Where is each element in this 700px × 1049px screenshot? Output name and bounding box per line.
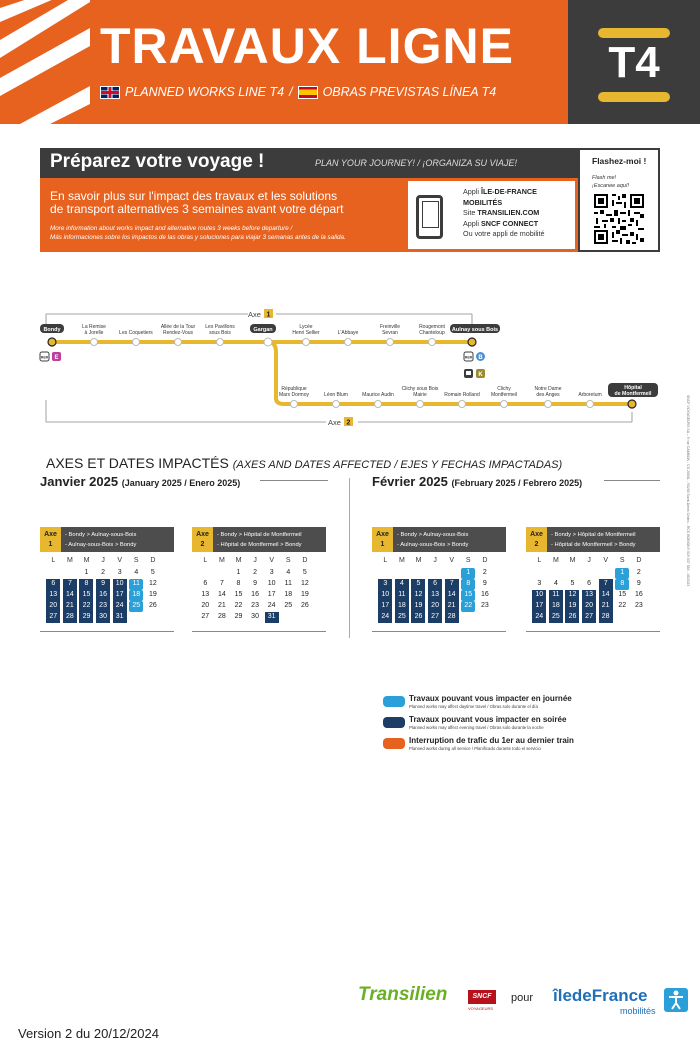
weekday-header: V: [603, 557, 608, 564]
line-bar-bottom: [598, 92, 670, 102]
station-maurice-audin[interactable]: Maurice Audin: [362, 392, 394, 398]
calendar-day: 26: [148, 602, 157, 609]
station-gargan[interactable]: Gargan: [253, 327, 273, 333]
legend-swatch-interruption: [383, 738, 405, 749]
prepare-text-line-1: En savoir plus sur l'impact des travaux et les solutions: [50, 189, 338, 203]
train-k-badge: K: [478, 372, 483, 378]
calendar-day: 11: [549, 590, 563, 601]
svg-text:Marx Dormoy: Marx Dormoy: [278, 392, 310, 398]
station-labbaye[interactable]: L'Abbaye: [337, 330, 359, 336]
prepare-title: Préparez votre voyage !: [50, 151, 265, 172]
calendar-jan-axe1: Axe 1 - Bondy > Aulnay-sous-Bois - Aulnay-sous-Bois > Bondy L M M J V S D 1 2 3 4 5 6 7 8 9 10 11 12 13 14 15 16 17 18 19 20 21 22 23 24 25 26 27 28 29 30 31: [40, 527, 174, 623]
month-january-rule: [260, 480, 328, 481]
svg-text:de Montfermeil: de Montfermeil: [614, 391, 652, 397]
legend-swatch-evening: [383, 717, 405, 728]
station-leon-blum[interactable]: Léon Blum: [324, 392, 348, 398]
calendar-day: 7: [219, 580, 224, 587]
station-aulnay[interactable]: Aulnay sous Bois: [451, 327, 499, 333]
calendar-day: 4: [134, 569, 139, 576]
calendar-day: 28: [63, 612, 77, 623]
empty-day: [532, 568, 546, 579]
line-map-svg: [0, 300, 700, 440]
calendar-day: 2: [636, 569, 641, 576]
weekday-header: L: [537, 557, 542, 564]
calendar-day: 19: [411, 601, 425, 612]
weekday-header: J: [587, 557, 591, 564]
calendar-day: 6: [46, 579, 60, 590]
svg-text:République: République: [281, 386, 307, 392]
calendar-day: 22: [79, 601, 93, 612]
calendar-day: 27: [201, 613, 210, 620]
station-arboretum[interactable]: Arboretum: [578, 392, 602, 398]
svg-text:Mairie: Mairie: [413, 392, 427, 398]
empty-day: [445, 568, 459, 579]
calendar-day: 23: [251, 602, 259, 609]
calendar-day: 9: [636, 580, 641, 587]
prepare-header: [40, 148, 578, 178]
svg-text:Hôpital: Hôpital: [624, 385, 642, 391]
prepare-body: [40, 178, 578, 252]
qr-subtitle: Flash me! ¡Escanee aquí!: [592, 175, 629, 189]
calendar-day: 4: [395, 579, 409, 590]
qr-code-icon[interactable]: [594, 194, 644, 244]
empty-day: [582, 568, 596, 579]
axe2-label: Axe: [328, 418, 341, 427]
calendar-day: 17: [267, 591, 276, 598]
uk-flag-icon: [100, 86, 120, 99]
prepare-small-text: [50, 224, 405, 242]
svg-text:sous Bois: sous Bois: [209, 330, 231, 336]
calendar-day: 5: [302, 569, 307, 576]
calendar-day: 3: [537, 580, 542, 587]
calendar-day: 7: [63, 579, 77, 590]
empty-day: [549, 568, 563, 579]
weekday-header: V: [117, 557, 122, 564]
calendar-day: 27: [428, 612, 442, 623]
calendar-day: 20: [201, 602, 210, 609]
hazard-stripes: [0, 0, 90, 124]
calendar-day: 16: [634, 591, 643, 598]
idf-mobilites-sub: mobilités: [620, 1006, 656, 1016]
svg-text:Sevran: Sevran: [382, 330, 398, 336]
calendar-day: 1: [615, 568, 629, 579]
empty-day: [428, 568, 442, 579]
calendar-day: 4: [553, 580, 558, 587]
legend-daytime: Travaux pouvant vous impacter en journée Planned works may affect daytime travel / Obras solo durante el día: [383, 694, 623, 715]
calendar-day: 14: [445, 590, 459, 601]
calendar-day: 25: [284, 602, 293, 609]
calendar-day: 15: [461, 590, 475, 601]
weekday-header: V: [449, 557, 454, 564]
calendar-day: 13: [428, 590, 442, 601]
svg-text:Lycée: Lycée: [299, 324, 313, 330]
qr-panel: [578, 148, 660, 252]
calendar-day: 11: [395, 590, 409, 601]
prepare-small-line-1: More information about works impact and alternative routes 3 weeks before departure /: [50, 225, 293, 232]
axes-title: [46, 455, 562, 471]
calendar-day: 17: [113, 590, 127, 601]
svg-text:RER: RER: [464, 355, 473, 360]
calendar-day: 10: [267, 580, 276, 587]
weekday-header: L: [383, 557, 388, 564]
weekday-header: J: [101, 557, 105, 564]
calendar-day: 15: [79, 590, 93, 601]
calendar-day: 29: [79, 612, 93, 623]
calendar-day: 27: [46, 612, 60, 623]
station-romain-rolland[interactable]: Romain Rolland: [444, 392, 480, 398]
month-january: Janvier 2025 (January 2025 / Enero 2025): [40, 474, 241, 489]
prepare-small-line-2: Más informaciones sobre los impactos de las obras y soluciones para viajar 3 semanas antes de la salida.: [50, 234, 346, 241]
svg-text:RER: RER: [40, 355, 49, 360]
calendar-day: 5: [411, 579, 425, 590]
calendar-day: 31: [113, 612, 127, 623]
calendar-day: 1: [84, 569, 89, 576]
month-february: Février 2025 (February 2025 / Febrero 2025): [372, 474, 583, 489]
calendar-day: 21: [445, 601, 459, 612]
app-idfm[interactable]: ÎLE-DE-FRANCE: [480, 187, 537, 196]
calendar-day: 7: [445, 579, 459, 590]
empty-day: [198, 568, 212, 579]
axe1-label: Axe: [248, 310, 261, 319]
weekday-header: M: [398, 557, 405, 564]
subtitle-es: OBRAS PREVISTAS LÍNEA T4: [322, 85, 497, 99]
pour-text: pour: [511, 992, 534, 1004]
calendar-day: 3: [269, 569, 274, 576]
weekday-header: S: [619, 557, 625, 564]
apps-panel: [408, 181, 575, 249]
calendar-day: 18: [129, 590, 143, 601]
empty-day: [63, 568, 77, 579]
calendar-day: 26: [565, 612, 579, 623]
calendar-day: 9: [482, 580, 487, 587]
calendar-day: 6: [203, 580, 208, 587]
calendar-day: 16: [96, 590, 110, 601]
weekday-header: J: [253, 557, 257, 564]
calendar-day: 8: [79, 579, 93, 590]
calendar-day: 3: [117, 569, 122, 576]
prepare-tagline: PLAN YOUR JOURNEY! / ¡ORGANIZA SU VIAJE!: [315, 158, 518, 168]
footer-logos: [358, 980, 693, 1020]
weekday-header: M: [66, 557, 73, 564]
calendar-day: 22: [461, 601, 475, 612]
spain-flag-icon: [298, 86, 318, 99]
svg-text:La Remise: La Remise: [82, 324, 106, 330]
calendar-day: 24: [378, 612, 392, 623]
calendar-day: 13: [46, 590, 60, 601]
calendar-day: 13: [582, 590, 596, 601]
sncf-logo: SNCF: [468, 990, 496, 1004]
calendar-day: 6: [587, 580, 592, 587]
line-bar-top: [598, 28, 670, 38]
calendar-day: 9: [253, 580, 258, 587]
weekday-header: L: [203, 557, 208, 564]
calendar-day: 21: [599, 601, 613, 612]
calendar-feb-axe1: Axe 1 - Bondy > Aulnay-sous-Bois - Aulnay-sous-Bois > Bondy L M M J V S D 1 2 3 4 5 6 7 8 9 10 11 12 13 14 15 16 17 18 19 20 21 22 23 24 25 26 27 28: [372, 527, 506, 623]
calendar-day: 27: [582, 612, 596, 623]
calendar-day: 8: [236, 580, 241, 587]
weekday-header: M: [83, 557, 90, 564]
svg-text:Henri Sellier: Henri Sellier: [292, 330, 320, 336]
other-app-text: Ou votre appli de mobilité: [463, 229, 545, 238]
month-february-rule: [604, 480, 660, 481]
weekday-header: D: [302, 557, 308, 564]
header-banner: [0, 0, 700, 124]
calendar-day: 14: [599, 590, 613, 601]
empty-day: [395, 568, 409, 579]
calendar-day: 15: [234, 591, 243, 598]
calendar-jan-axe2: Axe 2 - Bondy > Hôpital de Montfermeil - Hôpital de Montfermeil > Bondy L M M J V S D 1 2 3 4 5 6 7 8 9 10 11 12 13 14 15 16 17 18 19 20 21 22 23 24 25 26 27 28 29 30 31: [192, 527, 326, 623]
legend-interruption: Interruption de trafic du 1er au dernier train Planned works during all service / Planificado durante todo el servicio: [383, 736, 623, 757]
calendar-day: 30: [96, 612, 110, 623]
weekday-header: D: [636, 557, 642, 564]
weekday-header: D: [150, 557, 156, 564]
calendar-day: 15: [618, 591, 627, 598]
calendar-day: 12: [148, 580, 157, 587]
calendar-day: 21: [63, 601, 77, 612]
calendar-day: 24: [113, 601, 127, 612]
axe2-number: 2: [346, 419, 351, 427]
calendar-day: 18: [395, 601, 409, 612]
calendar-day: 10: [113, 579, 127, 590]
sncf-voyageurs: VOYAGEURS: [468, 1006, 494, 1011]
version-text: Version 2 du 20/12/2024: [18, 1026, 159, 1041]
calendar-day: 30: [251, 613, 259, 620]
calendar-day: 19: [148, 591, 157, 598]
calendar-day: 22: [618, 602, 627, 609]
calendar-day: 29: [234, 613, 243, 620]
calendar-day: 10: [378, 590, 392, 601]
smartphone-icon: [416, 195, 443, 239]
empty-day: [599, 568, 613, 579]
calendar-day: 3: [378, 579, 392, 590]
prepare-journey-box: [40, 148, 578, 252]
calendar-day: 1: [236, 569, 241, 576]
calendar-day: 12: [565, 590, 579, 601]
subtitle-en: PLANNED WORKS LINE T4: [125, 85, 285, 99]
calendar-day: 19: [565, 601, 579, 612]
empty-day: [565, 568, 579, 579]
svg-text:Clichy sous Bois: Clichy sous Bois: [401, 386, 439, 392]
rer-b-badge: B: [478, 355, 483, 361]
header-subtitle: [100, 85, 496, 99]
calendar-day: 8: [615, 579, 629, 590]
legend-swatch-day: [383, 696, 405, 707]
calendar-day: 2: [101, 569, 106, 576]
subtitle-separator: /: [289, 85, 293, 99]
qr-title: Flashez-moi !: [592, 156, 647, 166]
svg-text:à Jorelle: à Jorelle: [84, 330, 104, 336]
calendar-day: 6: [428, 579, 442, 590]
calendar-day: 25: [395, 612, 409, 623]
calendar-day: 17: [378, 601, 392, 612]
calendar-day: 21: [217, 602, 226, 609]
calendar-day: 13: [201, 591, 210, 598]
calendar-day: 19: [300, 591, 309, 598]
legal-vertical-text: SNCF VOYAGEURS SA – 9 rue CAMBON - CS 20001 - 93200 Saint-Denis Cedex - RCS BOBIGNY 519 037 584 - 05/2023: [686, 395, 690, 587]
aulnay-connections: [464, 352, 485, 378]
svg-text:Rendez-Vous: Rendez-Vous: [162, 330, 194, 336]
line-code: T4: [608, 38, 660, 87]
calendar-day: 11: [284, 580, 292, 587]
weekday-header: L: [51, 557, 56, 564]
idf-mobilites-logo: îledeFrance: [553, 986, 648, 1005]
calendar-day: 25: [129, 601, 143, 612]
calendar-day: 5: [150, 569, 155, 576]
calendar-day: 28: [217, 613, 226, 620]
calendar-day: 20: [428, 601, 442, 612]
prepare-text: [50, 190, 405, 216]
calendar-day: 24: [532, 612, 546, 623]
weekday-header: V: [269, 557, 274, 564]
svg-text:des Anges: des Anges: [536, 392, 560, 398]
calendar-day: 12: [300, 580, 309, 587]
calendar-day: 31: [265, 612, 279, 623]
weekday-header: M: [235, 557, 242, 564]
rer-e-badge: E: [54, 355, 59, 361]
empty-day: [378, 568, 392, 579]
calendar-day: 28: [599, 612, 613, 623]
calendar-day: 24: [267, 602, 276, 609]
svg-text:Clichy: Clichy: [497, 386, 511, 392]
calendar-day: 28: [445, 612, 459, 623]
calendar-day: 9: [96, 579, 110, 590]
weekday-header: S: [133, 557, 139, 564]
prepare-text-line-2: de transport alternatives 3 semaines avant votre départ: [50, 202, 344, 216]
calendar-day: 23: [96, 601, 110, 612]
calendar-day: 2: [253, 569, 258, 576]
calendar-day: 18: [284, 591, 293, 598]
axe1-number: 1: [266, 311, 271, 319]
station-bondy[interactable]: Bondy: [43, 327, 61, 333]
transilien-logo: Transilien: [358, 984, 448, 1005]
svg-text:Freinville: Freinville: [379, 324, 401, 330]
calendar-day: 26: [411, 612, 425, 623]
month-divider: [349, 478, 350, 638]
calendar-day: 1: [461, 568, 475, 579]
weekday-header: M: [218, 557, 225, 564]
line-badge: [568, 0, 700, 124]
calendar-day: 10: [532, 590, 546, 601]
calendar-day: 16: [480, 591, 489, 598]
calendar-day: 20: [582, 601, 596, 612]
site-transilien[interactable]: TRANSILIEN.COM: [477, 208, 540, 217]
axes-title-main: AXES ET DATES IMPACTÉS: [46, 455, 229, 471]
weekday-header: D: [482, 557, 488, 564]
weekday-header: J: [433, 557, 437, 564]
weekday-header: M: [569, 557, 576, 564]
bondy-connections: [40, 352, 61, 361]
line-map: [0, 300, 700, 440]
calendar-day: 14: [217, 591, 226, 598]
legend-evening: Travaux pouvant vous impacter en soirée Planned works may affect evening travel / Obras solo durante la noche: [383, 715, 623, 736]
weekday-header: S: [285, 557, 291, 564]
empty-day: [46, 568, 60, 579]
svg-text:Allée de la Tour: Allée de la Tour: [160, 324, 196, 330]
axes-title-sub: (AXES AND DATES AFFECTED / EJES Y FECHAS IMPACTADAS): [232, 459, 563, 471]
calendar-day: 22: [234, 602, 243, 609]
calendar-day: 23: [634, 602, 643, 609]
weekday-header: M: [552, 557, 559, 564]
svg-text:Montfermeil: Montfermeil: [490, 392, 518, 398]
calendar-day: 16: [251, 591, 259, 598]
calendar-day: 7: [599, 579, 613, 590]
station-les-coquetiers[interactable]: Les Coquetiers: [119, 330, 153, 336]
calendar-day: 20: [46, 601, 60, 612]
app-list: Appli ÎLE-DE-FRANCE MOBILITÉS Site TRANSILIEN.COM Appli SNCF CONNECT Ou votre appli de mobilité: [463, 187, 545, 238]
calendar-day: 17: [532, 601, 546, 612]
calendar-day: 11: [129, 579, 143, 590]
legend: [383, 694, 623, 757]
svg-text:Chanteloup: Chanteloup: [419, 330, 445, 336]
empty-day: [215, 568, 229, 579]
calendar-day: 5: [570, 580, 575, 587]
empty-day: [411, 568, 425, 579]
calendar-day: 12: [411, 590, 425, 601]
calendar-day: 18: [549, 601, 563, 612]
page-title: TRAVAUX LIGNE: [100, 18, 514, 74]
svg-text:Notre Dame: Notre Dame: [534, 386, 562, 392]
calendar-day: 23: [480, 602, 489, 609]
calendar-day: 26: [300, 602, 309, 609]
calendar-day: 8: [461, 579, 475, 590]
calendar-day: 4: [286, 569, 291, 576]
weekday-header: S: [465, 557, 471, 564]
calendar-day: 25: [549, 612, 563, 623]
calendar-feb-axe2: Axe 2 - Bondy > Hôpital de Montfermeil - Hôpital de Montfermeil > Bondy L M M J V S D 1 2 3 4 5 6 7 8 9 10 11 12 13 14 15 16 17 18 19 20 21 22 23 24 25 26 27 28: [526, 527, 660, 623]
calendar-day: 14: [63, 590, 77, 601]
calendar-day: 2: [482, 569, 487, 576]
weekday-header: M: [415, 557, 422, 564]
svg-text:Les Pavillons: Les Pavillons: [205, 324, 235, 330]
app-sncf-connect[interactable]: SNCF CONNECT: [480, 218, 539, 228]
svg-text:Rougemont: Rougemont: [419, 324, 445, 330]
accessibility-icon: [664, 988, 688, 1012]
app-idfm-line2[interactable]: MOBILITÉS: [463, 197, 503, 207]
